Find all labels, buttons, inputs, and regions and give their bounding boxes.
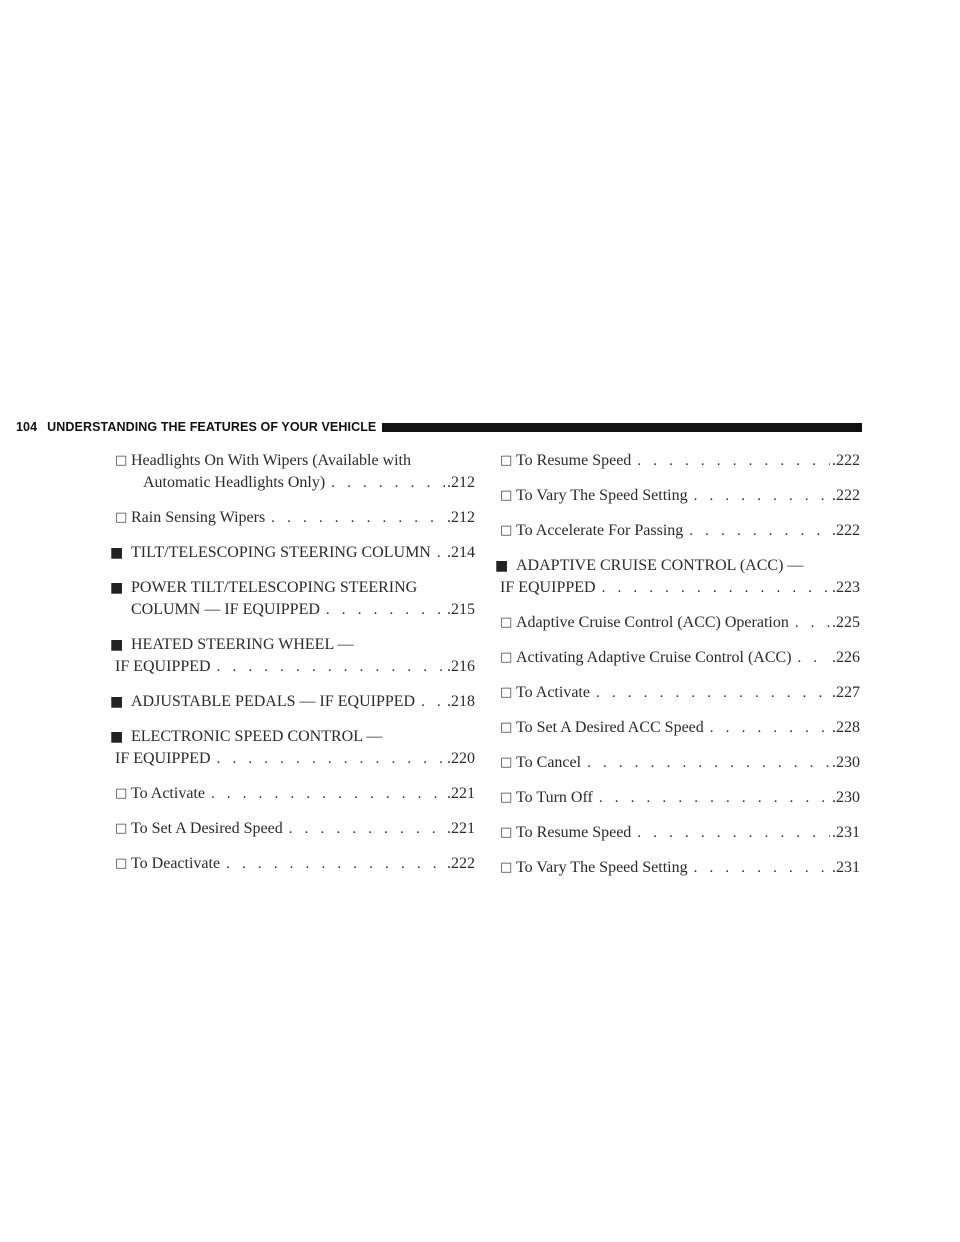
filled-square-bullet-icon: ■ [110,580,124,596]
toc-entry-title: To Vary The Speed Setting [516,487,688,504]
section-title: UNDERSTANDING THE FEATURES OF YOUR VEHICLE [47,420,377,434]
toc-subsection-entry[interactable] [500,612,860,634]
open-square-bullet-icon: □ [500,615,513,630]
toc-page-number: .227 [832,684,860,701]
toc-page-number: .221 [447,785,475,802]
toc-entry-title: To Activate [516,684,590,701]
open-square-bullet-icon: □ [500,650,513,665]
toc-page-number: .222 [832,452,860,469]
toc-entry-text: HEATED STEERING WHEEL — [131,636,354,653]
dot-leader [326,599,445,621]
toc-entry-text: ADAPTIVE CRUISE CONTROL (ACC) — [516,557,804,574]
dot-leader [596,682,830,704]
toc-page-number: .230 [832,754,860,771]
toc-entry-title: COLUMN — IF EQUIPPED [131,601,320,618]
dot-leader [637,822,830,844]
toc-entry-title: To Activate [131,785,205,802]
toc-page-number: .230 [832,789,860,806]
toc-page-number: .212 [447,509,475,526]
open-square-bullet-icon: □ [115,453,128,468]
dot-leader [226,853,445,875]
toc-page-number: .225 [832,614,860,631]
open-square-bullet-icon: □ [115,786,128,801]
toc-section-entry[interactable] [495,555,860,599]
dot-leader [437,542,445,564]
toc-subsection-entry[interactable] [500,752,860,774]
toc-entry-text: ELECTRONIC SPEED CONTROL — [131,728,383,745]
header-rule [382,423,862,432]
toc-entry-title: IF EQUIPPED [115,750,211,767]
toc-entry-title: Rain Sensing Wipers [131,509,266,526]
open-square-bullet-icon: □ [500,825,513,840]
toc-subsection-entry[interactable] [115,450,475,494]
open-square-bullet-icon: □ [115,510,128,525]
dot-leader [599,787,830,809]
page-header [16,420,862,434]
filled-square-bullet-icon: ■ [110,729,124,745]
dot-leader [710,717,830,739]
dot-leader [694,857,830,879]
toc-subsection-entry[interactable] [115,818,475,840]
dot-leader [217,656,445,678]
dot-leader [694,485,830,507]
toc-page-number: .228 [832,719,860,736]
toc-entry-title: To Set A Desired ACC Speed [516,719,704,736]
toc-subsection-entry[interactable] [115,853,475,875]
filled-square-bullet-icon: ■ [110,545,124,561]
open-square-bullet-icon: □ [500,523,513,538]
toc-subsection-entry[interactable] [115,507,475,529]
open-square-bullet-icon: □ [500,790,513,805]
toc-section-entry[interactable] [110,691,475,713]
toc-page-number: .214 [447,544,475,561]
dot-leader [689,520,830,542]
toc-subsection-entry[interactable] [115,783,475,805]
toc-page-number: .222 [832,522,860,539]
open-square-bullet-icon: □ [500,755,513,770]
toc-entry-title: To Resume Speed [516,824,632,841]
open-square-bullet-icon: □ [115,856,128,871]
toc-section-entry[interactable] [110,577,475,621]
toc-page-number: .222 [447,855,475,872]
dot-leader [211,783,445,805]
toc-page-number: .218 [447,693,475,710]
toc-entry-text: POWER TILT/TELESCOPING STEERING [131,579,418,596]
filled-square-bullet-icon: ■ [110,637,124,653]
toc-page-number: .221 [447,820,475,837]
toc-entry-text: Headlights On With Wipers (Available with [131,452,411,469]
dot-leader [795,612,830,634]
toc-entry-title: Activating Adaptive Cruise Control (ACC) [516,649,792,666]
dot-leader [587,752,830,774]
filled-square-bullet-icon: ■ [495,558,509,574]
toc-section-entry[interactable] [110,726,475,770]
toc-subsection-entry[interactable] [500,682,860,704]
toc-subsection-entry[interactable] [500,450,860,472]
toc-entry-title: To Accelerate For Passing [516,522,684,539]
toc-page-number: .231 [832,824,860,841]
toc-entry-title: To Deactivate [131,855,221,872]
toc-entry-title: To Vary The Speed Setting [516,859,688,876]
dot-leader [421,691,445,713]
open-square-bullet-icon: □ [500,488,513,503]
toc-page-number: .231 [832,859,860,876]
toc-subsection-entry[interactable] [500,485,860,507]
page-number: 104 [16,420,38,434]
toc-section-entry[interactable] [110,634,475,678]
toc-entry-title: TILT/TELESCOPING STEERING COLUMN [131,544,431,561]
open-square-bullet-icon: □ [115,821,128,836]
dot-leader [331,472,445,494]
dot-leader [271,507,445,529]
toc-entry-title: To Set A Desired Speed [131,820,283,837]
dot-leader [798,647,830,669]
toc-page-number: .220 [447,750,475,767]
toc-entry-title: To Turn Off [516,789,593,806]
filled-square-bullet-icon: ■ [110,694,124,710]
dot-leader [289,818,445,840]
dot-leader [602,577,830,599]
toc-subsection-entry[interactable] [500,717,860,739]
dot-leader [217,748,445,770]
toc-page-number: .215 [447,601,475,618]
toc-entry-title: Automatic Headlights Only) [143,474,326,491]
toc-subsection-entry[interactable] [500,857,860,879]
toc-section-entry[interactable] [110,542,475,564]
open-square-bullet-icon: □ [500,860,513,875]
toc-entry-title: Adaptive Cruise Control (ACC) Operation [516,614,789,631]
toc-subsection-entry[interactable] [500,520,860,542]
toc-page-number: .223 [832,579,860,596]
toc-subsection-entry[interactable] [500,822,860,844]
open-square-bullet-icon: □ [500,453,513,468]
toc-left-column [110,450,475,888]
open-square-bullet-icon: □ [500,685,513,700]
toc-right-column [495,450,860,892]
toc-entry-title: IF EQUIPPED [500,579,596,596]
toc-entry-title: ADJUSTABLE PEDALS — IF EQUIPPED [131,693,416,710]
open-square-bullet-icon: □ [500,720,513,735]
dot-leader [637,450,830,472]
toc-subsection-entry[interactable] [500,647,860,669]
toc-entry-title: To Cancel [516,754,582,771]
toc-page-number: .216 [447,658,475,675]
toc-entry-title: To Resume Speed [516,452,632,469]
toc-page-number: .222 [832,487,860,504]
toc-page-number: .212 [447,474,475,491]
toc-entry-title: IF EQUIPPED [115,658,211,675]
toc-page-number: .226 [832,649,860,666]
toc-subsection-entry[interactable] [500,787,860,809]
